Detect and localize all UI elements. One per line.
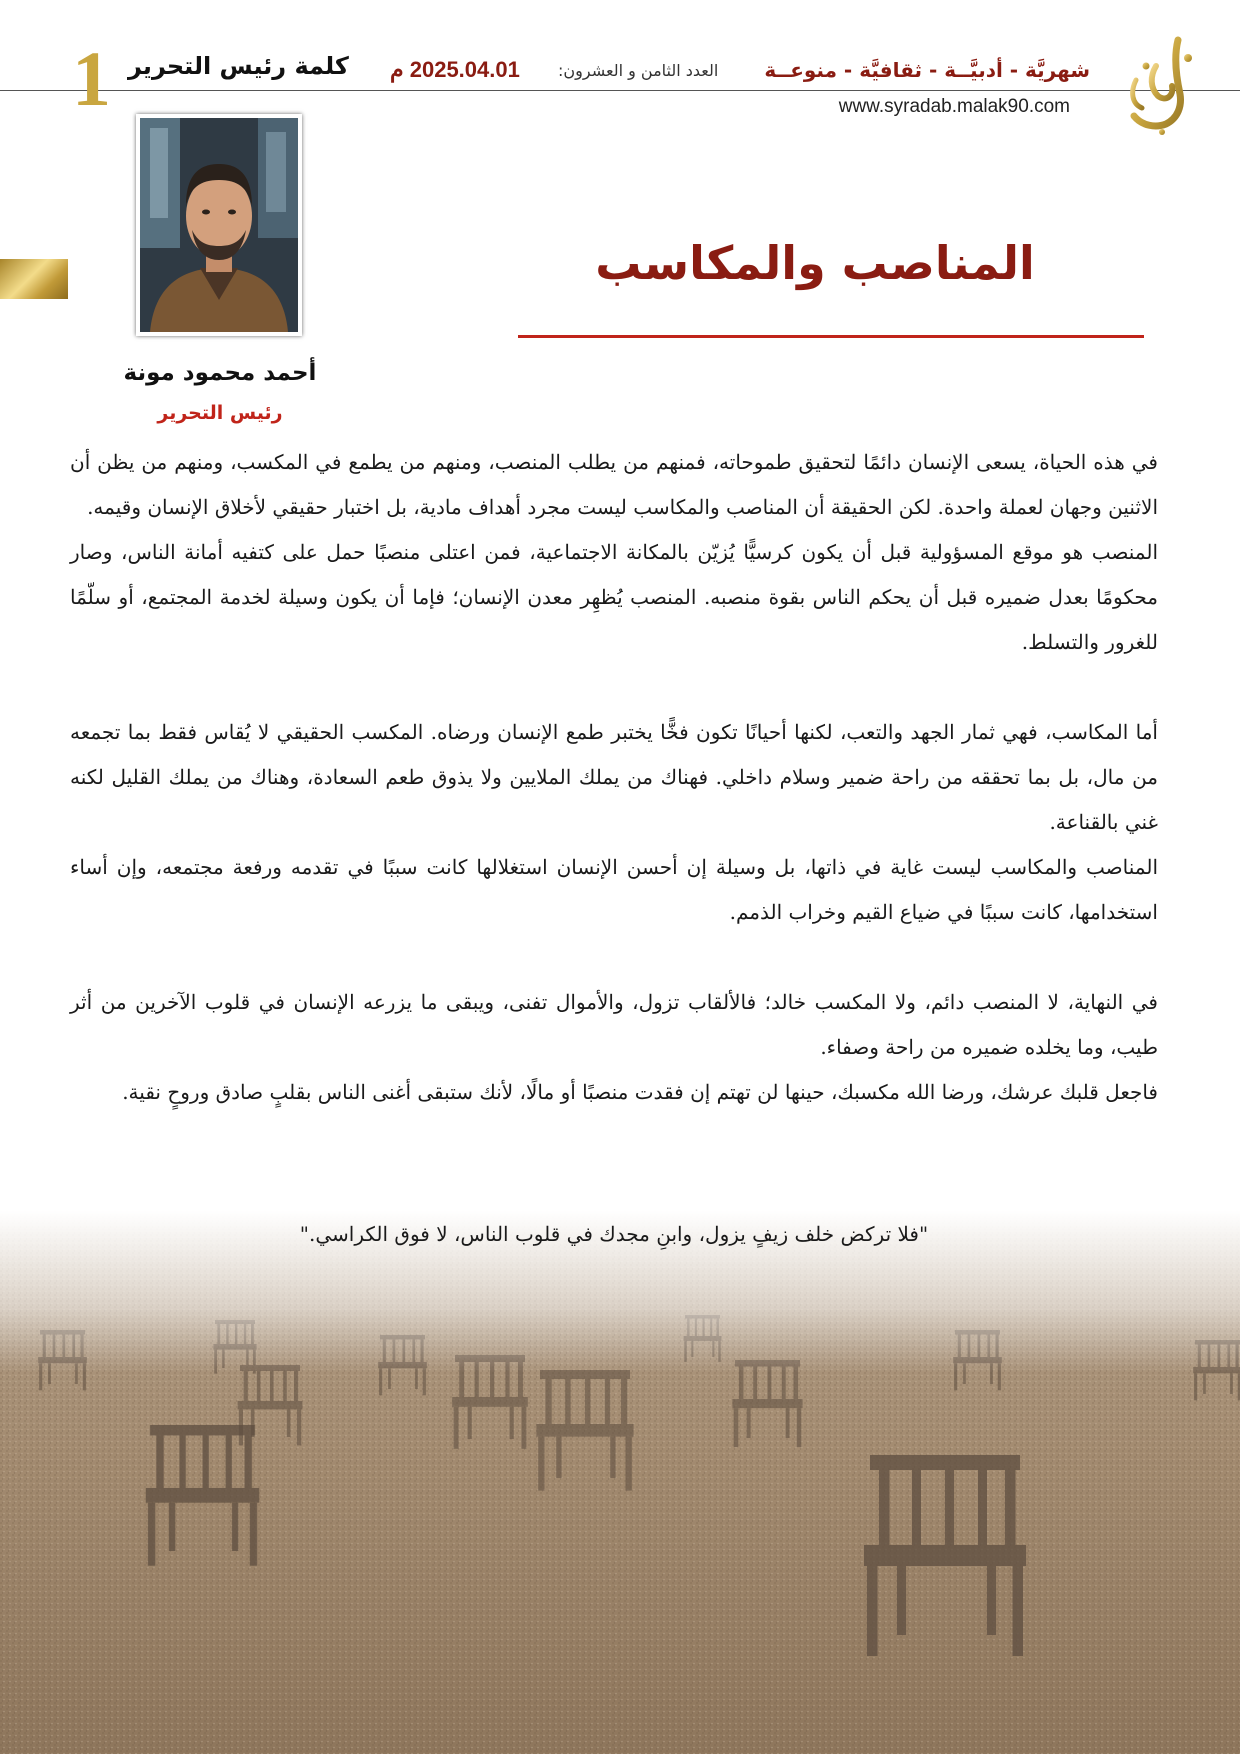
author-name: أحمد محمود مونة [123, 360, 317, 386]
page-number: 1 [72, 35, 111, 122]
magazine-tagline: شهريَّة - أدبيَّــة - ثقافيَّة - منوعــة [764, 58, 1090, 82]
article-paragraph: في النهاية، لا المنصب دائم، ولا المكسب خالد؛ فالألقاب تزول، والأموال تفنى، ويبقى ما يزرعه الإنسان في قلوب الآخرين من أثر طيب، وما يخلده ضميره من راحة وصفاء. [70, 990, 1158, 1059]
website-url: www.syradab.malak90.com [838, 96, 1070, 117]
magazine-logo-icon [1116, 36, 1200, 136]
author-photo [136, 114, 302, 336]
section-title: كلمة رئيس التحرير [128, 52, 349, 80]
article-title: المناصب والمكاسب [595, 236, 1035, 290]
author-role: رئيس التحرير [157, 402, 283, 424]
article-body [70, 440, 1158, 1115]
issue-label: العدد الثامن و العشرون: [558, 61, 719, 80]
issue-date: 2025.04.01 م [390, 57, 520, 82]
header-divider [0, 90, 1240, 91]
article-paragraph: أما المكاسب، فهي ثمار الجهد والتعب، لكنها أحيانًا تكون فخًّا يختبر طمع الإنسان ورضاه. المكسب الحقيقي لا يُقاس فقط بما تجمعه من مال، بل بما تحققه من راحة ضمير وسلام داخلي. فهناك من يملك الملايين ولا يذوق طعم السعادة، وهناك من يملك القليل لكنه غني بالقناعة. [70, 720, 1158, 834]
article-paragraph: فاجعل قلبك عرشك، ورضا الله مكسبك، حينها لن تهتم إن فقدت منصبًا أو مالًا، لأنك ستبقى أغنى الناس بقلبٍ صادق وروحٍ نقية. [122, 1080, 1158, 1104]
article-paragraph: المناصب والمكاسب ليست غاية في ذاتها، بل وسيلة إن أحسن الإنسان استغلالها كانت سببًا في تقدمه ورفعة مجتمعه، وإن أساء استخدامها، كانت سببًا في ضياع القيم وخراب الذمم. [70, 855, 1158, 924]
decorative-gold-tab [0, 259, 68, 299]
title-underline [518, 335, 1144, 338]
article-paragraph: في هذه الحياة، يسعى الإنسان دائمًا لتحقيق طموحاته، فمنهم من يطلب المنصب، ومنهم من يطمع في المكسب، ومنهم من يظن أن الاثنين وجهان لعملة واحدة. لكن الحقيقة أن المناصب والمكاسب ليست مجرد أهداف مادية، بل اختبار حقيقي لأخلاق الإنسان وقيمه. [70, 450, 1158, 519]
closing-quote: "فلا تركض خلف زيفٍ يزول، وابنِ مجدك في قلوب الناس، لا فوق الكراسي." [299, 1222, 929, 1246]
article-paragraph: المنصب هو موقع المسؤولية قبل أن يكون كرسيًّا يُزيّن بالمكانة الاجتماعية، فمن اعتلى منصبًا حمل على كتفيه أمانة الناس، وصار محكومًا بعدل ضميره قبل أن يحكم الناس بقوة منصبه. المنصب يُظهِر معدن الإنسان؛ فإما أن يكون وسيلة لخدمة المجتمع، أو سلّمًا للغرور والتسلط. [70, 540, 1158, 654]
empty-chairs-background [0, 1210, 1240, 1754]
